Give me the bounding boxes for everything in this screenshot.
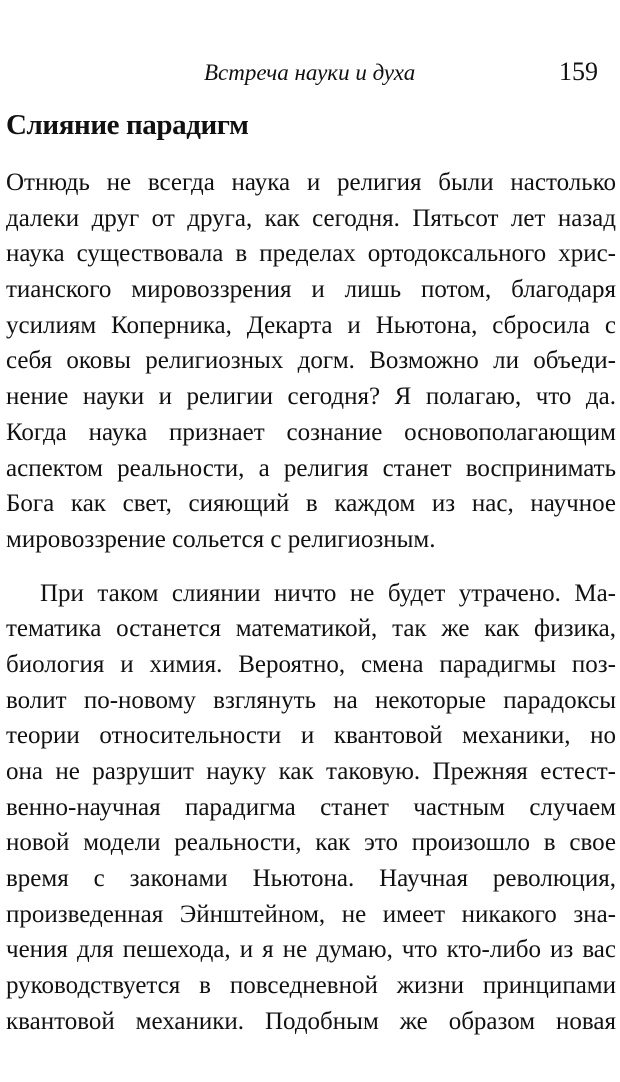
text-line: время с законами Ньютона. Научная революция, — [6, 865, 616, 893]
text-line: она не разрушит науку как таковую. Прежняя естест- — [6, 758, 616, 785]
text-line: чения для пешехода, и я не думаю, что кто-либо из вас — [6, 936, 616, 964]
text-line: произведенная Эйнштейном, не имеет никакого зна- — [6, 900, 616, 928]
body-text — [6, 165, 616, 1040]
text-line: далеки друг от друга, как сегодня. Пятьсот лет назад — [6, 204, 616, 232]
text-line: тианского мировоззрения и лишь потом, благодаря — [6, 276, 616, 304]
text-line: венно-научная парадигма станет частным случаем — [6, 793, 616, 821]
section-title: Слияние парадигм — [6, 109, 249, 141]
text-line: мировоззрение сольется с религиозным. — [6, 525, 436, 553]
text-line: наука существовала в пределах ортодоксального хрис- — [6, 240, 616, 268]
text-line: нение науки и религии сегодня? Я полагаю, что да. — [6, 383, 616, 411]
text-line: квантовой механики. Подобным же образом новая — [6, 1007, 616, 1035]
paragraph — [6, 576, 616, 1040]
text-line: биология и химия. Вероятно, смена парадигмы поз- — [6, 650, 616, 678]
text-line: теории относительности и квантовой механики, но — [6, 722, 616, 750]
paragraph — [6, 165, 616, 558]
running-header — [0, 52, 620, 92]
running-title: Встреча науки и духа — [204, 60, 416, 85]
text-line: усилиям Коперника, Декарта и Ньютона, сбросила с — [6, 311, 616, 339]
text-line: При таком слиянии ничто не будет утрачено. Ма- — [40, 579, 616, 607]
text-line: тематика останется математикой, так же как физика, — [6, 615, 616, 643]
text-line: Когда наука признает сознание основополагающим — [6, 418, 616, 446]
page-number: 159 — [559, 57, 598, 86]
text-line: Бога как свет, сияющий в каждом из нас, научное — [6, 490, 616, 518]
text-line: новой модели реальности, как это произошло в свое — [6, 829, 616, 857]
text-line: Отнюдь не всегда наука и религия были настолько — [6, 169, 616, 196]
text-line: аспектом реальности, а религия станет воспринимать — [6, 454, 616, 482]
text-line: волит по-новому взглянуть на некоторые парадоксы — [6, 686, 616, 714]
text-line: себя оковы религиозных догм. Возможно ли объеди- — [6, 347, 616, 375]
text-line: руководствуется в повседневной жизни принципами — [6, 972, 616, 1000]
